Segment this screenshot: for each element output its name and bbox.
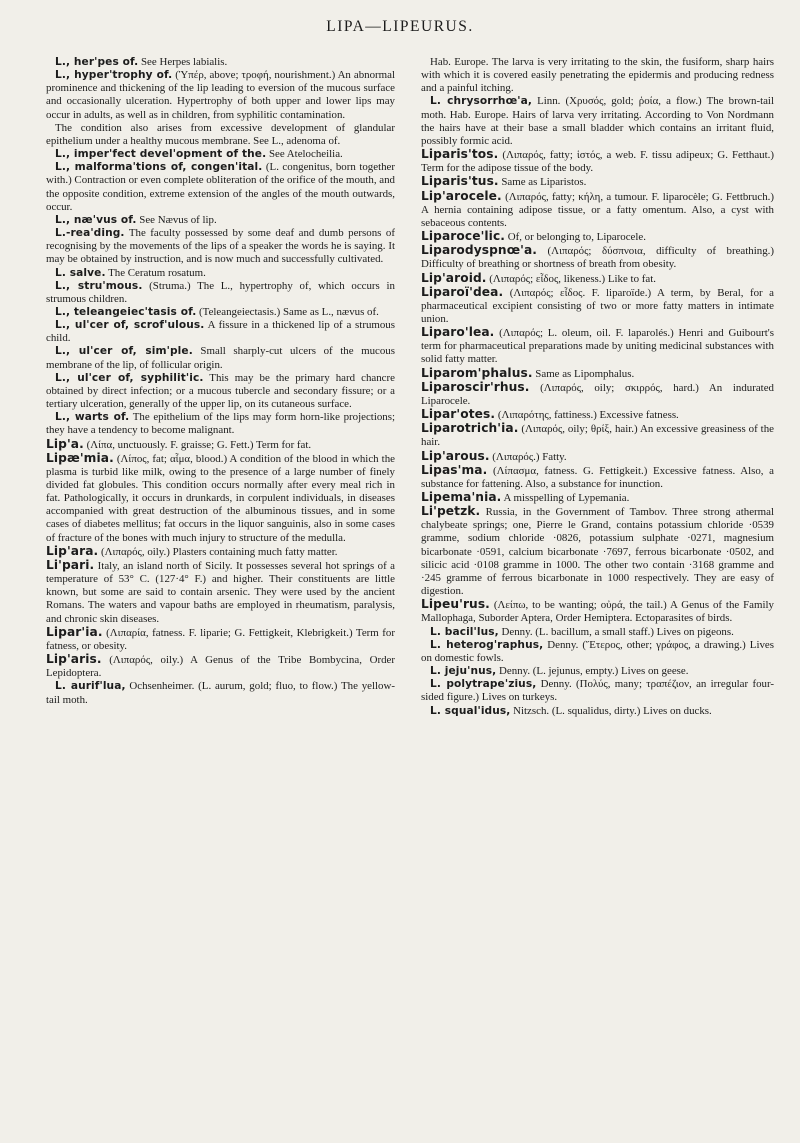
left-column — [46, 56, 395, 707]
dictionary-entry — [46, 452, 395, 545]
entry-definition: (Λιπαρότης, fattiness.) Excessive fatness. — [495, 409, 679, 422]
entry-headword: L.-rea'ding. — [55, 227, 125, 240]
entry-headword: Lipar'otes. — [421, 407, 496, 422]
entry-definition: Denny. (Πολύς, many; τραπέζιον, an irregular four-sided figure.) Lives on turkeys. — [421, 678, 774, 704]
entry-definition: (L. congenitus, born together with.) Contraction or even complete obliteration of the orifice of the mouth, and the opposite condition, extreme extension of the angles of the mouth outwards, occur. — [46, 161, 396, 213]
running-header: LIPA—LIPEURUS. — [326, 18, 474, 35]
dictionary-entry — [421, 408, 774, 422]
dictionary-entry — [421, 272, 774, 286]
entry-headword: Lip'arocele. — [421, 188, 502, 203]
dictionary-entry — [46, 280, 395, 306]
entry-definition: The condition also arises from excessive development of glandular epithelium under a healthy mucous membrane. See L., adenoma of. — [46, 121, 395, 147]
entry-headword: L., ul'cer of, scrof'ulous. — [55, 319, 205, 332]
entry-definition: (Λιπαρός, oily.) Plasters containing much fatty matter. — [98, 545, 338, 558]
entry-headword: Liparodyspnœ'a. — [421, 243, 538, 258]
entry-headword: L. chrysorrhœ'a, — [430, 95, 532, 108]
entry-definition: (Λίπα, unctuously. F. graisse; G. Fett.) Term for fat. — [83, 438, 312, 451]
entry-definition: (Teleangeiectasis.) Same as L., nævus of. — [196, 305, 379, 318]
dictionary-entry — [46, 559, 395, 626]
entry-definition: Same as Liparistos. — [498, 176, 587, 189]
entry-headword: L., imper'fect devel'opment of the. — [55, 148, 267, 161]
entry-definition: Italy, an island north of Sicily. It possesses several hot springs of a temperature of 53° C. (127·4° F.) and higher. Their constituents are little known, but some are said to contain arsenic. They were used by the ancient Romans. The waters and vapour baths are employed in rheumatism, paralysis, and chronic skin diseases. — [46, 559, 395, 625]
entry-headword: Lip'aroid. — [421, 270, 487, 285]
entry-definition: Russia, in the Government of Tambov. Three strong athermal chalybeate springs; one, Pierre le Grand, contains potassium chloride ·0539 gramme, sodium chloride ·0826, potassium sulphate ·0271, magnesium bicarbonate ·0591, calcium bicarbonate ·7697, ferrous bicarbonate ·0502, and silicic acid ·0108 gramme in 1000. The other two contain ·3168 gramme and ·245 gramme of ferrous bicarbonate in 1000 respectively. They are easy of digestion. — [421, 506, 774, 598]
dictionary-entry — [46, 438, 395, 452]
entry-headword: L., stru'mous. — [55, 279, 143, 292]
entry-headword: L. aurif'lua, — [55, 680, 126, 693]
dictionary-entry — [421, 326, 774, 366]
entry-definition: See Nævus of lip. — [136, 213, 217, 226]
entry-definition: (Struma.) The L., hypertrophy of, which occurs in strumous children. — [46, 279, 395, 305]
entry-definition: A misspelling of Lypemania. — [501, 492, 630, 504]
dictionary-entry — [421, 244, 774, 271]
entry-headword: L. bacil'lus, — [430, 625, 499, 638]
entry-definition: Nitzsch. (L. squalidus, dirty.) Lives on ducks. — [510, 704, 712, 717]
entry-definition: (Λείπω, to be wanting; οὐρά, the tail.) A Genus of the Family Mallophaga, Suborder Aptera, Order Hemiptera. Ectoparasites of birds. — [421, 599, 774, 625]
dictionary-entry — [421, 626, 774, 639]
dictionary-entry — [421, 678, 774, 704]
entry-definition: See Atelocheilia. — [266, 148, 343, 161]
entry-definition: The Ceratum rosatum. — [105, 266, 206, 279]
entry-definition: (Λιπαρός; δύσπνοια, difficulty of breathing.) Difficulty of breathing or shortness of breath from obesity. — [421, 245, 774, 271]
entry-headword: L., teleangeiec'tasis of. — [55, 305, 197, 318]
dictionary-entry — [421, 56, 774, 95]
entry-definition: The epithelium of the lips may form horn-like projections; they have a tendency to become malignant. — [46, 411, 396, 437]
entry-headword: Lip'aris. — [46, 652, 102, 667]
right-column — [421, 56, 774, 718]
dictionary-entry — [46, 122, 395, 148]
dictionary-entry — [421, 190, 774, 230]
entry-definition: The faculty possessed by some deaf and dumb persons of recognising by the movements of the lips of a speaker the words he is saying. It may be obtained by instruction, and is now much and successfully cultivated. — [46, 227, 395, 266]
entry-headword: L. heterog'raphus, — [430, 638, 544, 651]
entry-headword: Li'petzk. — [421, 504, 481, 519]
entry-headword: Liparis'tus. — [421, 174, 499, 189]
dictionary-entry — [421, 598, 774, 625]
dictionary-entry — [421, 464, 774, 491]
entry-definition: See Herpes labialis. — [138, 56, 228, 68]
entry-headword: Lipas'ma. — [421, 462, 488, 477]
entry-definition: Same as Lipomphalus. — [532, 367, 635, 380]
entry-headword: L., her'pes of. — [55, 56, 139, 68]
entry-headword: Liparoscir'rhus. — [421, 379, 530, 394]
entry-definition: Of, or belonging to, Liparocele. — [505, 231, 646, 244]
entry-headword: Li'pari. — [46, 557, 95, 572]
entry-definition: (Ὑπέρ, above; τροφή, nourishment.) An abnormal prominence and thickening of the lip leading to eversion of the mucous surface and occasionally ulceration. Hypertrophy of both upper and lower lips may occur in adults, as well as in children, from syphilitic contamination. — [46, 69, 395, 121]
entry-headword: Liparoï'dea. — [421, 284, 504, 299]
dictionary-entry — [421, 381, 774, 408]
dictionary-entry — [46, 372, 395, 411]
entry-headword: Liparoce'lic. — [421, 229, 506, 244]
dictionary-entry — [46, 545, 395, 559]
entry-definition: (Λιπαρός, oily.) A Genus of the Tribe Bombycina, Order Lepidoptera. — [46, 654, 395, 680]
entry-definition: (Λιπαρός; εἶδος, likeness.) Like to fat. — [486, 272, 656, 285]
dictionary-entry — [46, 227, 395, 266]
dictionary-entry — [46, 161, 395, 214]
entry-definition: This may be the primary hard chancre obtained by direct infection; or a mucous tubercle and secondary fissure; or a tertiary ulceration, generally of the upper lip, on its cutaneous surface. — [46, 371, 395, 411]
dictionary-entry — [421, 450, 774, 464]
entry-headword: L., næ'vus of. — [55, 213, 137, 226]
entry-definition: (Λίπασμα, fatness. G. Fettigkeit.) Excessive fatness. Also, a substance for fattening. Also, a substance for inunction. — [421, 464, 774, 490]
dictionary-entry — [421, 665, 774, 678]
dictionary-entry — [421, 639, 774, 665]
dictionary-entry — [421, 505, 774, 598]
dictionary-entry — [46, 680, 395, 706]
dictionary-entry — [421, 230, 774, 244]
entry-definition: Small sharply-cut ulcers of the mucous membrane of the lip, of follicular origin. — [46, 345, 395, 371]
entry-definition: (Λιπαρός, oily; σκιρρός, hard.) An indurated Liparocele. — [421, 381, 774, 407]
entry-headword: Lipema'nia. — [421, 490, 502, 504]
entry-headword: L., ul'cer of, sim'ple. — [55, 345, 193, 358]
entry-headword: Liparis'tos. — [421, 147, 499, 162]
entry-headword: L. polytrape'zius, — [430, 678, 537, 691]
dictionary-entry — [46, 306, 395, 319]
entry-definition: (Λιπαρός, oily; θρίξ, hair.) An excessive greasiness of the hair. — [421, 423, 774, 449]
dictionary-entry — [421, 148, 774, 175]
dictionary-entry — [46, 148, 395, 161]
entry-definition: (Λιπαρός; εἶδος. F. liparoïde.) A term, by Beral, for a pharmaceutical excipient consisting of two or more fatty matters in intimate union. — [421, 286, 774, 325]
dictionary-entry — [46, 653, 395, 680]
entry-definition: (Λιπαρός.) Fatty. — [489, 450, 567, 463]
entry-definition: (Λιπαρία, fatness. F. liparie; G. Fettigkeit, Klebrigkeit.) Term for fatness, or obesity. — [46, 626, 395, 652]
entry-definition: (Λιπαρός, fatty; ἱστός, a web. F. tissu adipeux; G. Fetthaut.) Term for the adipose tissue of the body. — [421, 149, 774, 175]
entry-headword: L., ul'cer of, syphilit'ic. — [55, 371, 204, 384]
entry-definition: (Λίπος, fat; αἷμα, blood.) A condition of the blood in which the plasma is turbid like milk, owing to the presence of a large number of finely divided fat globules. This condition occurs normally after every meal rich in fat. Pathologically, it occurs in drunkards, in corpulent individuals, in diseases accompanied with great destruction of the albuminous tissues, and in some cases of diabetes mellitus; fat occurs in the liquor sanguinis, also in some cases of fracture of the bones with much injury to structure of the medulla. — [46, 452, 395, 544]
entry-headword: Lipar'ia. — [46, 624, 103, 639]
entry-definition: Denny. (Ἕτερος, other; γράφος, a drawing.) Lives on domestic fowls. — [421, 638, 774, 664]
entry-headword: L., hyper'trophy of. — [55, 69, 173, 82]
dictionary-entry — [46, 56, 395, 69]
dictionary-entry — [46, 214, 395, 227]
entry-headword: Lip'ara. — [46, 543, 99, 558]
entry-headword: L. salve. — [55, 266, 106, 279]
entry-definition: Hab. Europe. The larva is very irritating to the skin, the fusiform, sharp hairs with which it is covered easily penetrating the epidermis and producing redness and a painful itching. — [421, 56, 774, 95]
entry-headword: Liparom'phalus. — [421, 365, 533, 380]
dictionary-entry — [421, 491, 774, 505]
entry-definition: Linn. (Χρυσός, gold; ῥοία, a flow.) The brown-tail moth. Hab. Europe. Hairs of larva very irritating. According to Von Nordmann the hairs have at their base a small bladder which contains an irritant fluid, possibly formic acid. — [421, 95, 774, 147]
dictionary-entry — [421, 286, 774, 326]
entry-headword: Lipeu'rus. — [421, 597, 490, 612]
entry-definition: Ochsenheimer. (L. aurum, gold; fluo, to flow.) The yellow-tail moth. — [46, 680, 395, 706]
entry-definition: (Λιπαρός; L. oleum, oil. F. laparolés.) Henri and Guibourt's term for pharmaceutical preparations made by uniting medicinal substances with solid fatty matter. — [421, 327, 774, 366]
dictionary-entry — [46, 626, 395, 653]
entry-definition: Denny. (L. jejunus, empty.) Lives on geese. — [496, 665, 689, 678]
dictionary-entry — [46, 267, 395, 280]
dictionary-entry — [421, 367, 774, 381]
entry-headword: L. squal'idus, — [430, 704, 511, 717]
entry-definition: (Λιπαρός, fatty; κήλη, a tumour. F. liparocèle; G. Fettbruch.) A hernia containing adipose tissue, or a fatty omentum. Also, a cyst with sebaceous contents. — [421, 190, 774, 229]
entry-headword: L. jeju'nus, — [430, 665, 497, 678]
dictionary-entry — [421, 422, 774, 449]
entry-headword: Lipæ'mia. — [46, 450, 114, 465]
dictionary-entry — [421, 95, 774, 148]
dictionary-entry — [421, 175, 774, 189]
entry-headword: Lip'arous. — [421, 448, 490, 463]
entry-headword: L., warts of. — [55, 411, 130, 424]
dictionary-entry — [46, 319, 395, 345]
entry-headword: Liparotrich'ia. — [421, 421, 519, 436]
dictionary-entry — [421, 705, 774, 718]
entry-headword: Liparo'lea. — [421, 325, 495, 340]
entry-definition: A fissure in a thickened lip of a strumous child. — [46, 319, 395, 345]
entry-headword: L., malforma'tions of, congen'ital. — [55, 161, 263, 174]
entry-headword: Lip'a. — [46, 436, 84, 451]
dictionary-entry — [46, 345, 395, 371]
entry-definition: Denny. (L. bacillum, a small staff.) Lives on pigeons. — [498, 625, 734, 638]
dictionary-entry — [46, 411, 395, 437]
dictionary-entry — [46, 69, 395, 122]
